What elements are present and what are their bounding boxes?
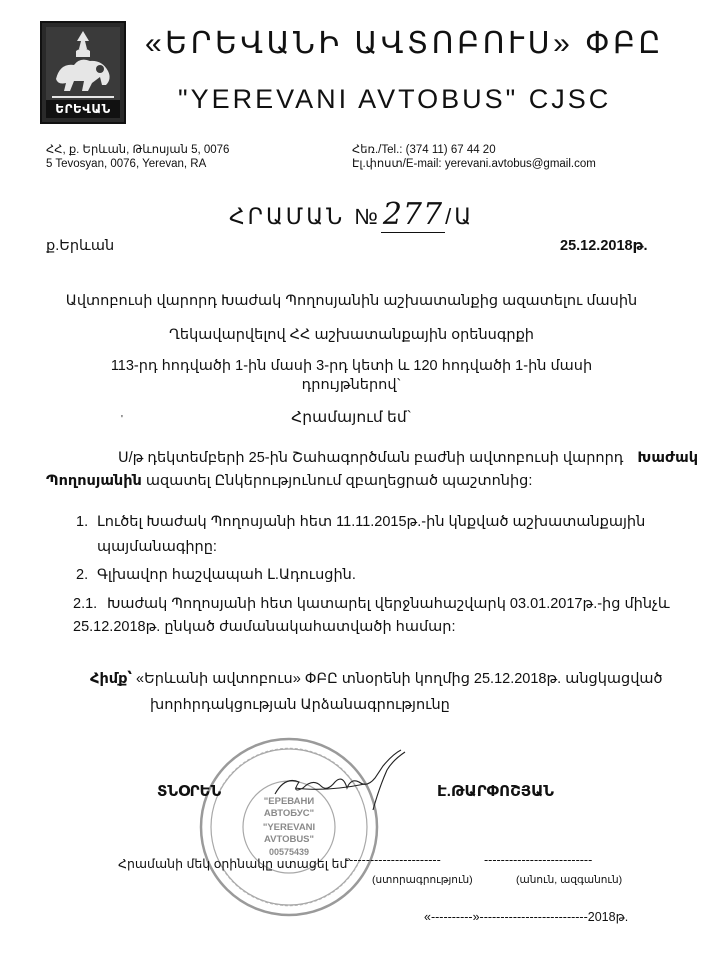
item-2-1-line-1: Խաժակ Պողոսյանի հետ կատարել վերջնահաշվարկ 03.01.2017թ.-ից մինչև: [107, 596, 670, 612]
item-1-line-1: Լուծել Խաժակ Պողոսյանի հետ 11.11.2015թ.-ին կնքված աշխատանքային: [97, 514, 646, 530]
legal-basis-line-3: դրույթներով`: [301, 377, 402, 393]
basis-line-2: խորհրդակցության Արձանագրությունը: [150, 697, 450, 713]
legal-basis-line-1: Ղեկավարվելով ՀՀ աշխատանքային օրենսգրքի: [169, 327, 534, 343]
email-address: Էլ.փոստ/E-mail: yerevani.avtobus@gmail.com: [352, 158, 596, 170]
address-english: 5 Tevosyan, 0076, Yerevan, RA: [46, 158, 207, 170]
company-name-armenian: «ԵՐԵՎԱՆԻ ԱՎՏՈԲՈՒՍ» ՓԲԸ: [145, 27, 664, 60]
company-logo: [40, 21, 126, 124]
paragraph-text: Ս/թ դեկտեմբերի 25-ին Շահագործման բաժնի ավտոբուսի վարորդ: [118, 450, 624, 466]
order-title-prefix: ՀՐԱՄԱՆ №: [228, 204, 381, 229]
employee-last-name: Պողոսյանին: [46, 473, 142, 489]
employee-first-name: Խաժակ: [637, 450, 699, 466]
stamp-text-en-2: AVTOBUS": [263, 834, 315, 845]
acknowledgement-label: Հրամանի մեկ օրինակը ստացել եմ`: [118, 857, 352, 871]
order-title-suffix: /Ա: [445, 204, 475, 229]
basis-label: Հիմք՝: [90, 671, 133, 687]
director-name: Է.ԹԱՐՓՈՇՅԱՆ: [437, 783, 555, 800]
basis-line-1: [90, 670, 663, 688]
item-2-number: 2.: [76, 567, 89, 583]
order-title: [0, 197, 703, 232]
basis-text: «Երևանի ավտոբուս» ՓԲԸ տնօրենի կողմից 25.12.2018թ. անցկացված: [132, 671, 663, 687]
company-name-latin: "YEREVANI AVTOBUS" CJSC: [178, 84, 612, 114]
paragraph-line-2: [46, 472, 532, 490]
item-2-1-number: 2.1.: [73, 596, 98, 612]
phone-number: Հեռ./Tel.: (374 11) 67 44 20: [352, 144, 496, 156]
item-1-number: 1.: [76, 514, 89, 530]
director-signature: [255, 748, 430, 828]
stamp-code: 00575439: [268, 847, 310, 857]
order-date: 25.12.2018թ.: [560, 238, 648, 254]
signature-blank: -----------------------: [345, 853, 441, 867]
address-armenian: ՀՀ, ք. Երևան, Թևոսյան 5, 0076: [46, 144, 230, 156]
name-caption: (անուն, ազգանուն): [516, 874, 623, 886]
paragraph-text: ազատել Ընկերությունում զբաղեցրած պաշտոնից:: [141, 473, 533, 489]
stamp-text-ru-1: "ЕРЕВАНИ: [263, 796, 315, 807]
order-heading: Հրամայում եմ`: [291, 409, 412, 426]
stamp-text-ru-2: АВТОБУС": [263, 808, 315, 819]
signature-caption: (ստորագրություն): [372, 874, 473, 886]
legal-basis-line-2: 113-րդ հոդվածի 1-ին մասի 3-րդ կետի և 120 հոդվածի 1-ին մասի: [110, 358, 593, 374]
stray-mark: ': [121, 414, 123, 425]
paragraph-line-1: [118, 449, 698, 467]
order-city: ք.Երևան: [46, 238, 115, 254]
order-number: 277: [382, 197, 444, 232]
logo-label: ԵՐԵՎԱՆ: [46, 100, 120, 118]
item-2-1-line-2: 25.12.2018թ. ընկած ժամանակահատվածի համար:: [73, 619, 456, 635]
item-1-line-2: պայմանագիրը:: [97, 539, 217, 555]
stamp-text-en-1: "YEREVANI: [262, 822, 316, 833]
director-title: ՏՆՕՐԵՆ: [157, 783, 222, 800]
order-subject: Ավտոբուսի վարորդ Խաժակ Պողոսյանին աշխատանքից ազատելու մասին: [65, 293, 638, 309]
date-line: «----------»--------------------------2018թ.: [424, 910, 629, 924]
item-2-text: Գլխավոր հաշվապահ Լ.Ադուսցին.: [97, 567, 356, 583]
lion-emblem-icon: [46, 27, 120, 103]
name-blank: --------------------------: [484, 853, 593, 867]
